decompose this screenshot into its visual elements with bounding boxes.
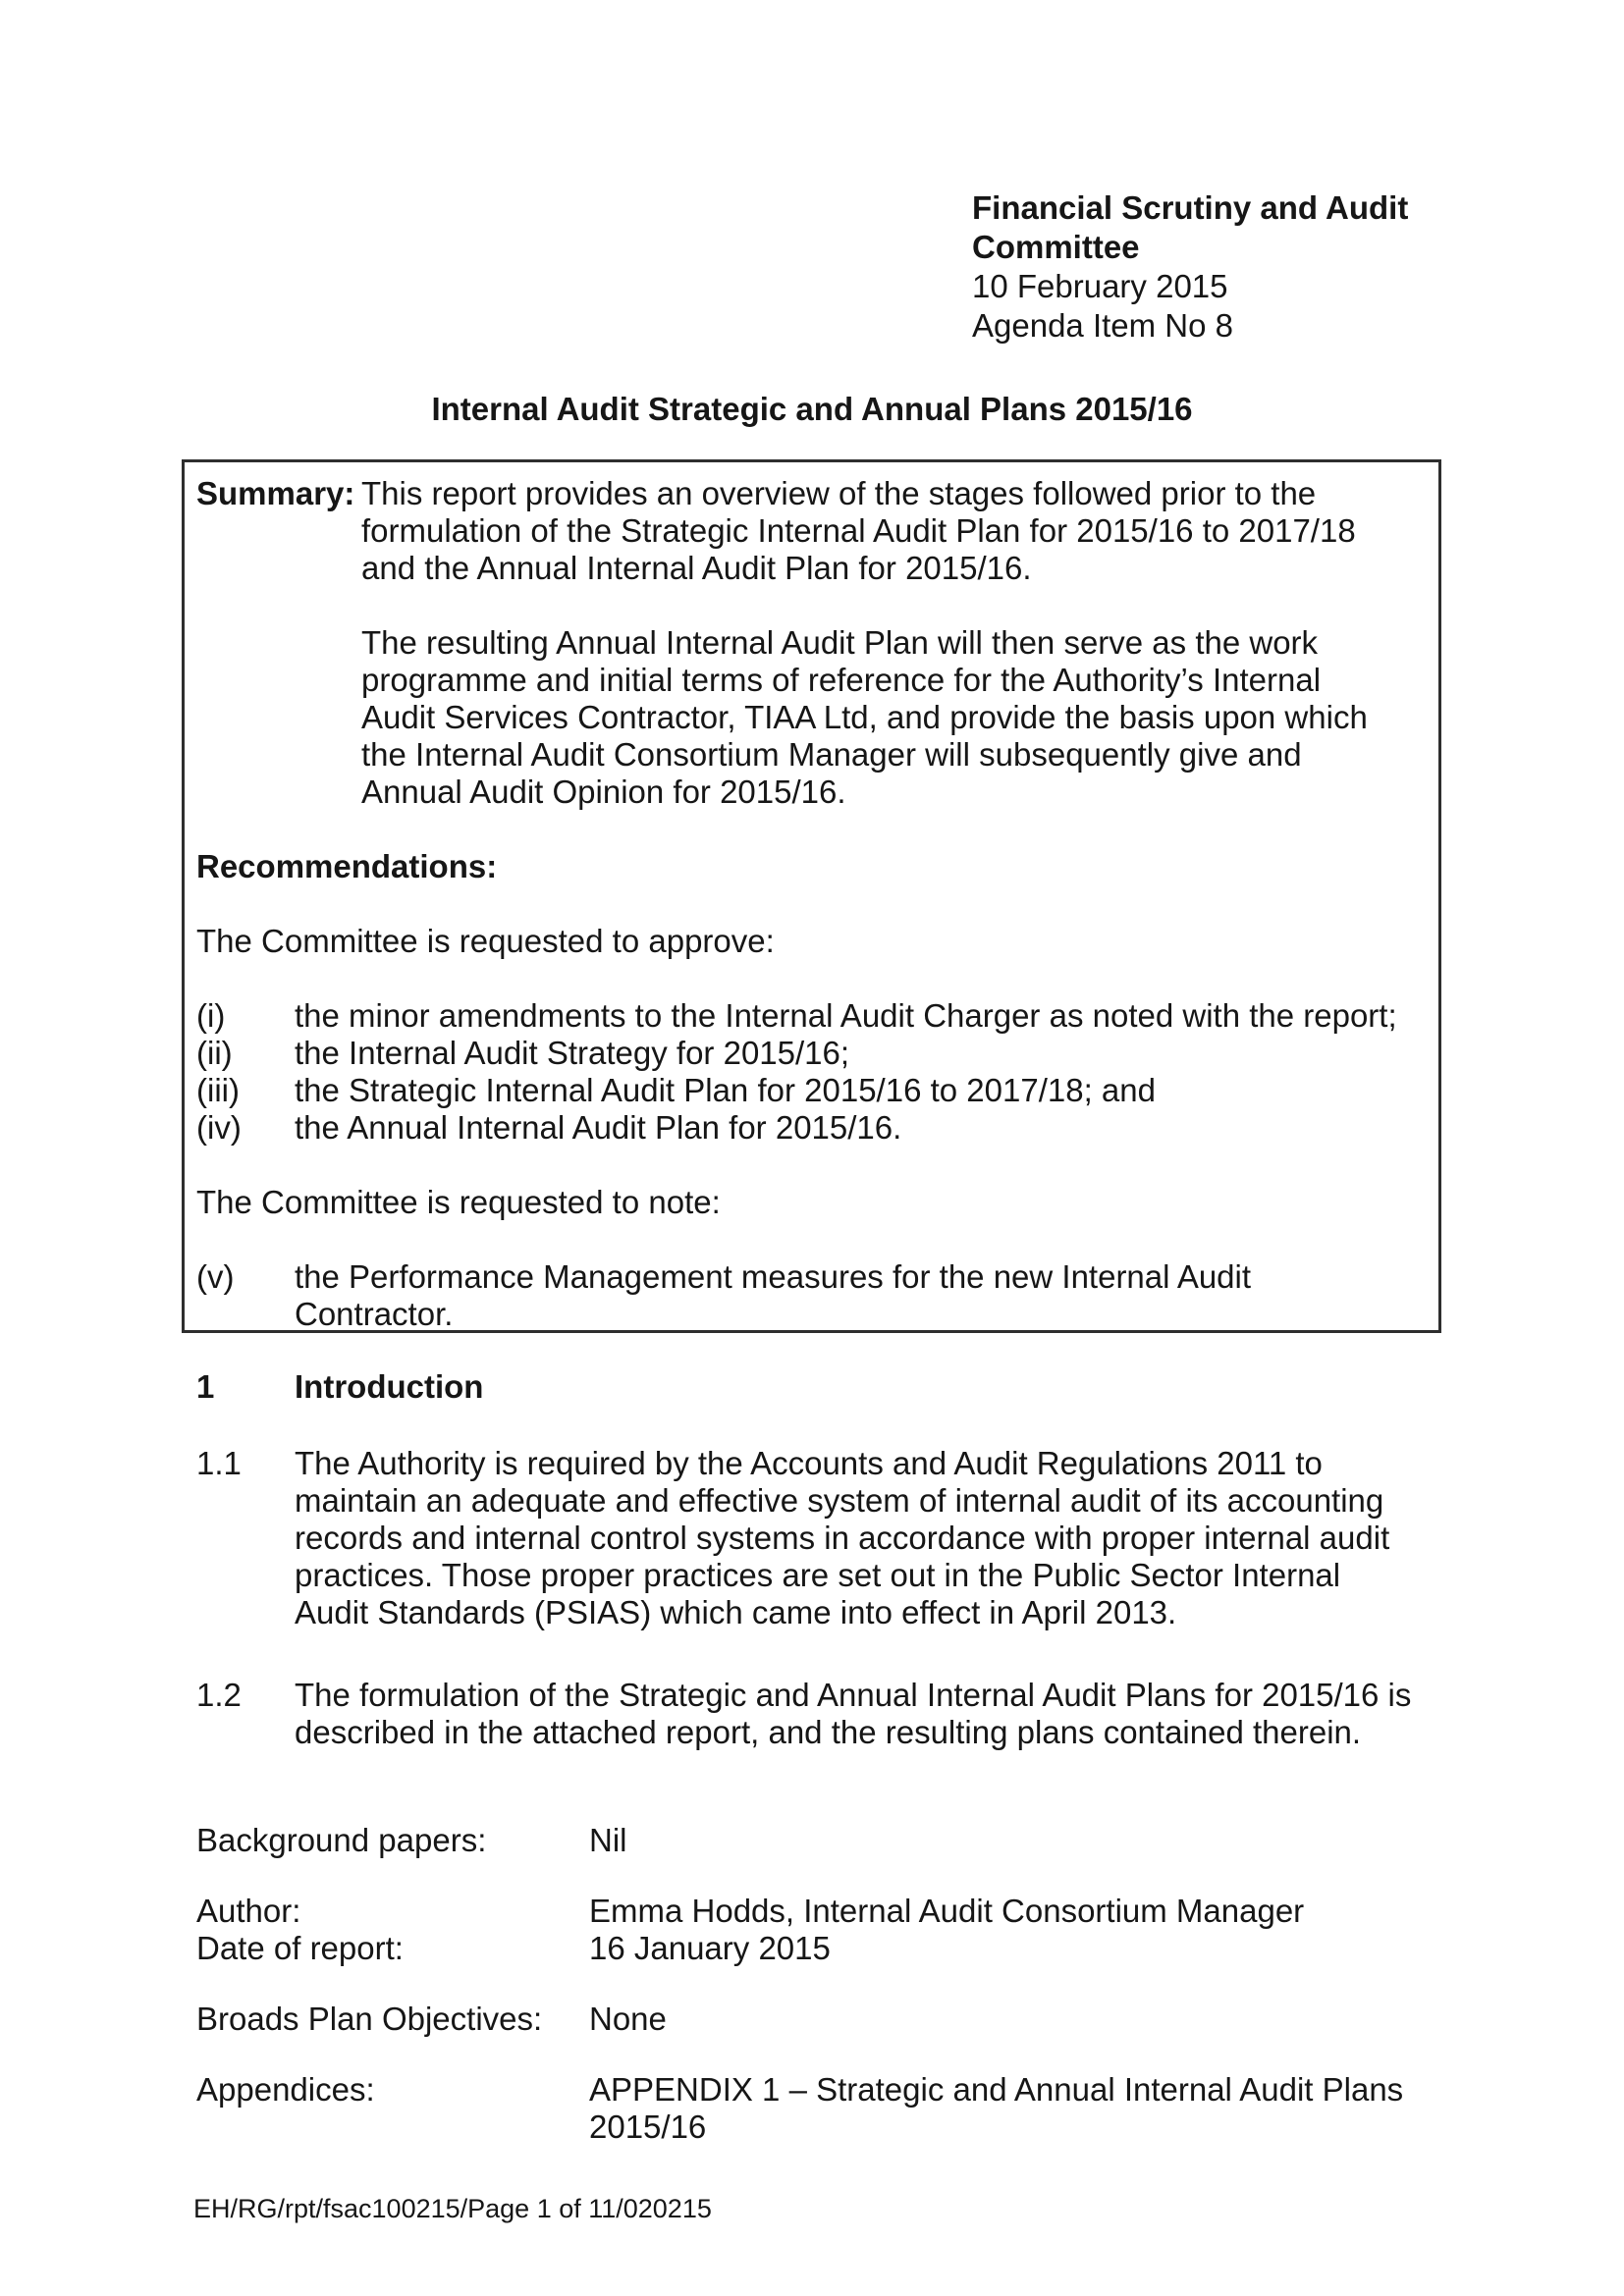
approve-item xyxy=(196,1072,1419,1109)
footer-reference: EH/RG/rpt/fsac100215/Page 1 of 11/020215 xyxy=(193,2194,712,2223)
clause-line: The Authority is required by the Accounts and Audit Regulations 2011 to xyxy=(295,1445,1323,1481)
clause-line: The formulation of the Strategic and Annual Internal Audit Plans for 2015/16 is xyxy=(295,1677,1412,1713)
item-number: (ii) xyxy=(196,1035,233,1071)
approve-intro: The Committee is requested to approve: xyxy=(196,923,775,959)
clause-line: records and internal control systems in accordance with proper internal audit xyxy=(295,1520,1390,1556)
appendices-line: 2015/16 xyxy=(589,2109,707,2145)
metadata-value xyxy=(589,2071,1403,2146)
summary-box xyxy=(182,459,1441,1333)
clause-1-1 xyxy=(196,1445,1443,1631)
item-number: (i) xyxy=(196,997,226,1034)
page-title: Internal Audit Strategic and Annual Plans 2015/16 xyxy=(431,391,1193,427)
item-number: (v) xyxy=(196,1258,235,1295)
item-text: the Internal Audit Strategy for 2015/16; xyxy=(295,1035,850,1071)
item-number: (iv) xyxy=(196,1109,242,1146)
metadata-label: Appendices: xyxy=(196,2071,375,2108)
approve-item xyxy=(196,1035,1419,1072)
item-text: the Annual Internal Audit Plan for 2015/16. xyxy=(295,1109,902,1146)
section-number: 1 xyxy=(196,1368,215,1405)
metadata-label: Date of report: xyxy=(196,1930,404,1966)
clause-1-2 xyxy=(196,1677,1443,1751)
metadata-row-date-of-report xyxy=(196,1930,831,1967)
agenda-item: Agenda Item No 8 xyxy=(972,307,1233,344)
metadata-value: None xyxy=(589,2001,667,2037)
summary-row xyxy=(196,475,1419,811)
summary-p2-line: Audit Services Contractor, TIAA Ltd, and provide the basis upon which xyxy=(361,699,1368,735)
note-intro: The Committee is requested to note: xyxy=(196,1184,721,1220)
summary-p1-line: and the Annual Internal Audit Plan for 2015/16. xyxy=(361,550,1032,586)
clause-number: 1.2 xyxy=(196,1677,242,1713)
summary-p2-line: Annual Audit Opinion for 2015/16. xyxy=(361,774,846,810)
note-item-line: Contractor. xyxy=(295,1296,454,1332)
metadata-value: Nil xyxy=(589,1822,627,1858)
item-text: the Strategic Internal Audit Plan for 2015/16 to 2017/18; and xyxy=(295,1072,1156,1108)
summary-paragraph-2 xyxy=(361,624,1368,811)
committee-name-line1: Financial Scrutiny and Audit xyxy=(972,189,1409,226)
summary-p2-line: the Internal Audit Consortium Manager will subsequently give and xyxy=(361,736,1302,773)
item-text: the minor amendments to the Internal Audit Charger as noted with the report; xyxy=(295,997,1397,1034)
clause-text xyxy=(295,1445,1443,1631)
summary-paragraph-1 xyxy=(361,475,1368,587)
note-item xyxy=(196,1258,1419,1333)
metadata-label: Background papers: xyxy=(196,1822,487,1858)
committee-name-line2: Committee xyxy=(972,229,1140,265)
meeting-date: 10 February 2015 xyxy=(972,268,1228,304)
appendices-line: APPENDIX 1 – Strategic and Annual Internal Audit Plans xyxy=(589,2071,1404,2108)
clause-line: practices. Those proper practices are set out in the Public Sector Internal xyxy=(295,1557,1341,1593)
approve-item xyxy=(196,997,1419,1035)
summary-p2-line: The resulting Annual Internal Audit Plan will then serve as the work xyxy=(361,624,1319,661)
note-item-line: the Performance Management measures for the new Internal Audit xyxy=(295,1258,1252,1295)
clause-line: Audit Standards (PSIAS) which came into effect in April 2013. xyxy=(295,1594,1177,1630)
metadata-row-appendices xyxy=(196,2071,1403,2146)
metadata-row-background-papers xyxy=(196,1822,627,1859)
metadata-value: 16 January 2015 xyxy=(589,1930,831,1966)
clause-text xyxy=(295,1677,1443,1751)
summary-text xyxy=(361,475,1368,811)
metadata-row-author xyxy=(196,1893,1304,1930)
header-block xyxy=(972,188,1408,346)
summary-p1-line: formulation of the Strategic Internal Audit Plan for 2015/16 to 2017/18 xyxy=(361,512,1356,549)
metadata-value: Emma Hodds, Internal Audit Consortium Manager xyxy=(589,1893,1305,1929)
section-title: Introduction xyxy=(295,1368,484,1405)
summary-p2-line: programme and initial terms of reference for the Authority’s Internal xyxy=(361,662,1322,698)
section-heading xyxy=(196,1368,483,1406)
metadata-label: Author: xyxy=(196,1893,301,1929)
item-number: (iii) xyxy=(196,1072,240,1108)
clause-number: 1.1 xyxy=(196,1445,242,1481)
summary-label: Summary: xyxy=(196,475,355,511)
clause-line: maintain an adequate and effective system of internal audit of its accounting xyxy=(295,1482,1384,1519)
summary-p1-line: This report provides an overview of the stages followed prior to the xyxy=(361,475,1317,511)
metadata-row-broads-plan-objectives xyxy=(196,2001,667,2038)
recommendations-heading: Recommendations: xyxy=(196,848,498,884)
approve-item xyxy=(196,1109,1419,1147)
item-text xyxy=(295,1258,1251,1333)
clause-line: described in the attached report, and the resulting plans contained therein. xyxy=(295,1714,1362,1750)
metadata-label: Broads Plan Objectives: xyxy=(196,2001,543,2037)
approve-list xyxy=(196,997,1419,1147)
